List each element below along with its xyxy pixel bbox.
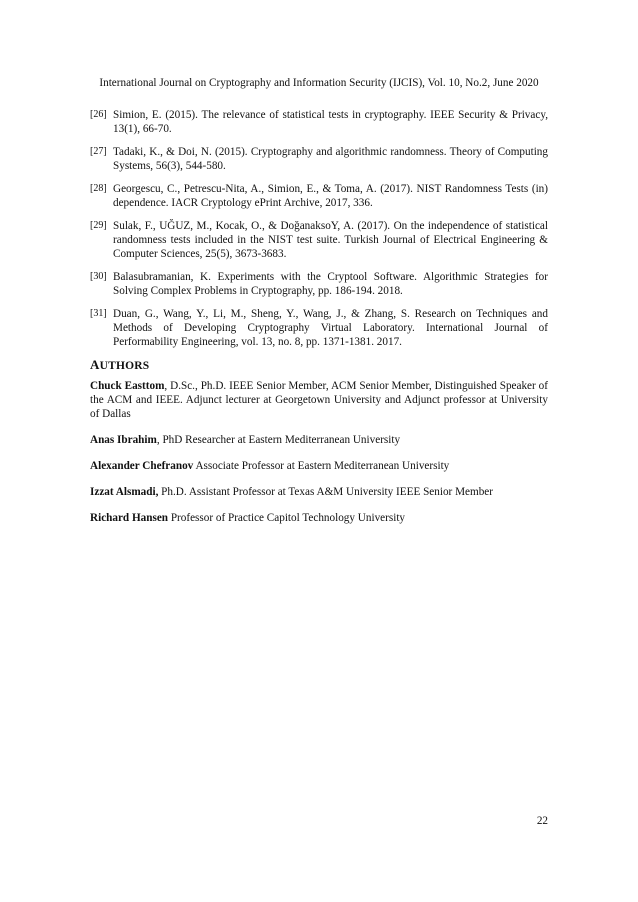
reference-text: Balasubramanian, K. Experiments with the Cryptool Software. Algorithmic Strategies for Solving Complex Problems in Cryptography, pp. 186-194. 2018. xyxy=(113,271,548,297)
author-description: , PhD Researcher at Eastern Mediterranean University xyxy=(156,434,401,446)
running-header: International Journal on Cryptography and Information Security (IJCIS), Vol. 10, No.2, June 2020 xyxy=(99,77,539,89)
author-entry xyxy=(90,511,548,525)
reference-item xyxy=(90,145,548,173)
reference-item xyxy=(90,270,548,298)
authors-heading-initial: A xyxy=(90,357,100,372)
author-list xyxy=(90,379,548,537)
reference-item xyxy=(90,182,548,210)
page-number: 22 xyxy=(536,815,548,827)
author-entry xyxy=(90,433,548,447)
reference-item xyxy=(90,108,548,136)
author-name: Izzat Alsmadi, xyxy=(90,486,159,498)
author-name: Alexander Chefranov xyxy=(90,460,194,472)
author-name: Chuck Easttom xyxy=(90,380,165,392)
author-description: Professor of Practice Capitol Technology University xyxy=(168,512,406,524)
reference-text: Georgescu, C., Petrescu-Nita, A., Simion, E., & Toma, A. (2017). NIST Randomness Tests (in) dependence. IACR Cryptology ePrint Archive, 2017, 336. xyxy=(113,183,548,209)
author-description: Associate Professor at Eastern Mediterranean University xyxy=(193,460,450,472)
reference-number: [27] xyxy=(90,146,107,157)
reference-text: Duan, G., Wang, Y., Li, M., Sheng, Y., Wang, J., & Zhang, S. Research on Techniques and Methods of Developing Cryptography Virtual Laboratory. International Journal of Performability Engineering, vol. 13, no. 8, pp. 1371-1381. 2017. xyxy=(113,308,548,348)
author-entry xyxy=(90,485,548,499)
reference-number: [31] xyxy=(90,308,107,319)
author-entry xyxy=(90,379,548,421)
authors-heading xyxy=(90,357,149,373)
reference-number: [28] xyxy=(90,183,107,194)
author-name: Richard Hansen xyxy=(90,512,169,524)
author-description: , D.Sc., Ph.D. IEEE Senior Member, ACM Senior Member, Distinguished Speaker of the ACM and IEEE. Adjunct lecturer at Georgetown University and Adjunct professor at University of Dallas xyxy=(90,380,548,420)
author-name: Anas Ibrahim xyxy=(90,434,157,446)
author-description: Ph.D. Assistant Professor at Texas A&M University IEEE Senior Member xyxy=(158,486,493,498)
reference-number: [30] xyxy=(90,271,107,282)
author-entry xyxy=(90,459,548,473)
reference-item xyxy=(90,219,548,261)
reference-item xyxy=(90,307,548,349)
reference-number: [26] xyxy=(90,109,107,120)
authors-heading-rest: UTHORS xyxy=(99,360,150,372)
reference-list xyxy=(90,108,548,358)
reference-text: Simion, E. (2015). The relevance of statistical tests in cryptography. IEEE Security & Privacy, 13(1), 66-70. xyxy=(113,109,548,135)
reference-number: [29] xyxy=(90,220,107,231)
reference-text: Tadaki, K., & Doi, N. (2015). Cryptography and algorithmic randomness. Theory of Computing Systems, 56(3), 544-580. xyxy=(113,146,548,172)
reference-text: Sulak, F., UĞUZ, M., Kocak, O., & DoğanaksoY, A. (2017). On the independence of statistical randomness tests included in the NIST test suite. Turkish Journal of Electrical Engineering & Computer Sciences, 25(5), 3673-3683. xyxy=(113,220,548,260)
